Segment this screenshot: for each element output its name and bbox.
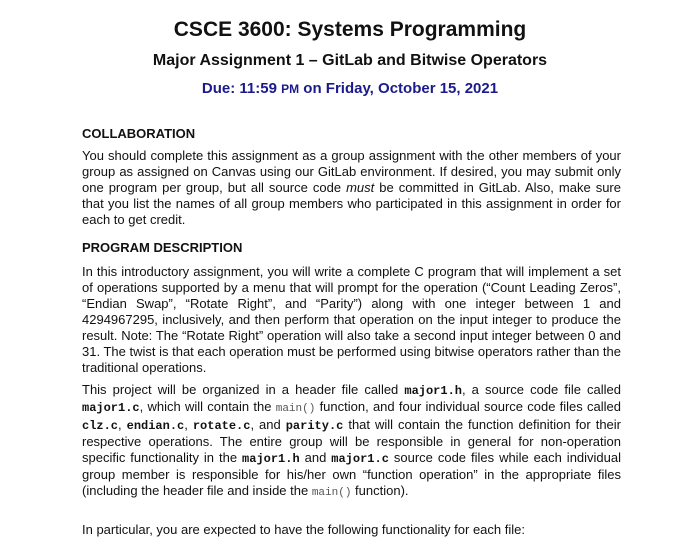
collaboration-paragraph <box>82 148 621 228</box>
p2-text: , <box>118 417 127 432</box>
due-date <box>0 80 700 97</box>
document-title: CSCE 3600: Systems Programming <box>173 18 527 41</box>
p2-text: function, and four individual source code files called <box>315 399 622 414</box>
program-description-paragraph-2 <box>82 382 621 501</box>
code-parity-c: parity.c <box>285 419 344 433</box>
p2-text: source code files while each individual group member is responsible for his/her own “function operation” in the appropriate files (including the header file and inside the <box>82 450 622 498</box>
p2-text: , a source code file called <box>461 382 622 397</box>
code-major1-h: major1.h <box>404 384 462 398</box>
p2-text: This project will be organized in a header file called <box>82 382 405 397</box>
code-major1-c: major1.c <box>331 452 389 466</box>
program-description-paragraph-3: In particular, you are expected to have the following functionality for each file: <box>82 522 525 537</box>
p2-text: , and <box>250 417 286 432</box>
code-main: main() <box>275 403 316 415</box>
collaboration-text-1: You should complete this assignment as a group assignment with the other members of your group as assigned on Canvas using our GitLab environment. If desired, you may submit only one program per group, but all source code <box>82 148 621 195</box>
p2-text: , <box>184 417 193 432</box>
collaboration-text-2: be committed in GitLab. Also, make sure that you list the names of all group members who participated in this assignment in order for each to get credit. <box>82 180 621 227</box>
code-main: main() <box>311 487 352 499</box>
p2-text: that will contain the function definition for their respective operations. The entire group will be responsible in general for non-operation specific functionality in the <box>82 417 621 465</box>
collaboration-heading: COLLABORATION <box>82 126 196 141</box>
code-endian-c: endian.c <box>126 419 185 433</box>
p2-text: , which will contain the <box>139 399 276 414</box>
code-major1-c: major1.c <box>82 401 140 415</box>
due-prefix: Due: 11:59 <box>201 80 282 97</box>
program-description-heading: PROGRAM DESCRIPTION <box>82 240 243 255</box>
code-clz-c: clz.c <box>82 419 119 433</box>
collaboration-text-must: must <box>346 180 375 195</box>
p2-text: function). <box>351 483 409 498</box>
due-suffix: on Friday, October 15, 2021 <box>299 80 499 97</box>
code-rotate-c: rotate.c <box>192 419 251 433</box>
assignment-subtitle: Major Assignment 1 – GitLab and Bitwise Operators <box>152 52 548 69</box>
p2-text: and <box>299 450 332 465</box>
due-pm: PM <box>281 82 300 96</box>
program-description-paragraph-1: In this introductory assignment, you will write a complete C program that will implement a set of operations supported by a menu that will prompt for the operation (“Count Leading Zeros”, “Endian Swap”, “Rotate Right”, and “Parity”) along with one integer between 1 and 4294967295, inclusively, and then perform that operation on the input integer to produce the result. Note: The “Rotate Right” operation will also take a second input integer between 0 and 31. The twist is that each operation must be performed using bitwise operators rather than the traditional operations. <box>82 264 621 375</box>
code-major1-h: major1.h <box>242 452 300 466</box>
